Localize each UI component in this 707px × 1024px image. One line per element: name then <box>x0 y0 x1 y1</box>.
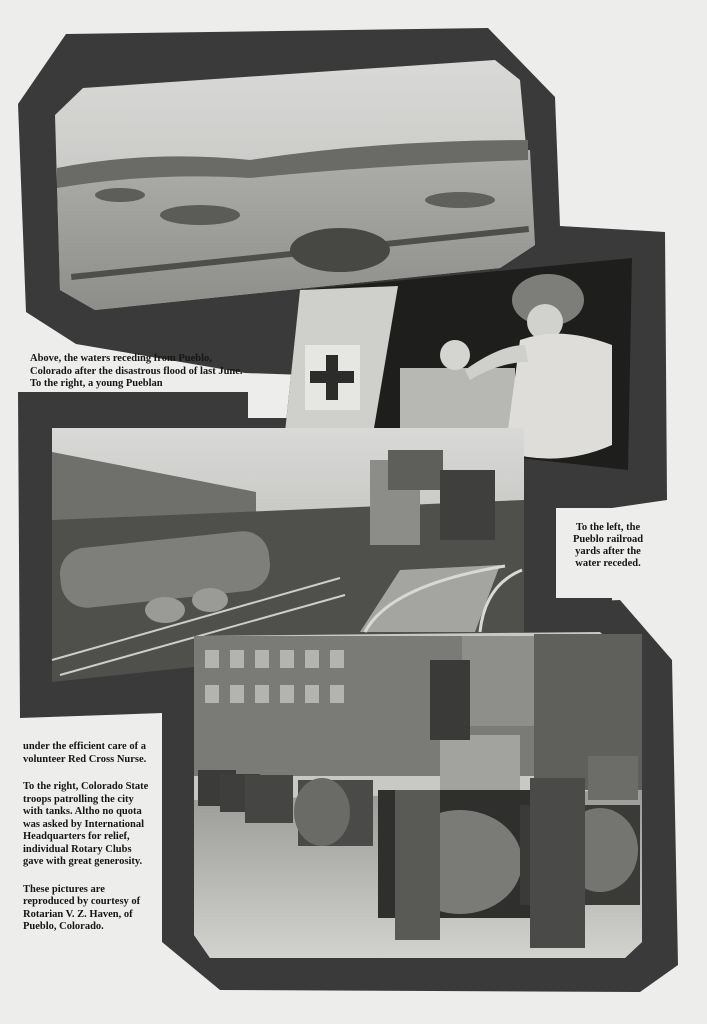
caption-nurse-continued: under the efficient care of a volunteer Red Cross Nurse. <box>23 741 147 765</box>
caption-railroad <box>563 522 653 570</box>
caption-railroad-text: To the left, the Pueblo railroad yards after the water receded. <box>572 522 644 569</box>
caption-tanks: To the right, Colorado State troops patrolling the city with tanks. Altho no quota was asked by International Headquarters for relief, individual Rotary Clubs gave with great generosity. <box>23 781 149 867</box>
tanks-photo <box>194 632 642 958</box>
caption-flood-text: Above, the waters receding from Pueblo, Colorado after the disastrous flood of last June. To the right, a young Pueblan <box>30 353 243 389</box>
caption-flood <box>30 353 256 391</box>
caption-courtesy: These pictures are reproduced by courtesy of Rotarian V. Z. Haven, of Pueblo, Colorado. <box>23 883 141 932</box>
caption-bottom <box>23 741 151 934</box>
